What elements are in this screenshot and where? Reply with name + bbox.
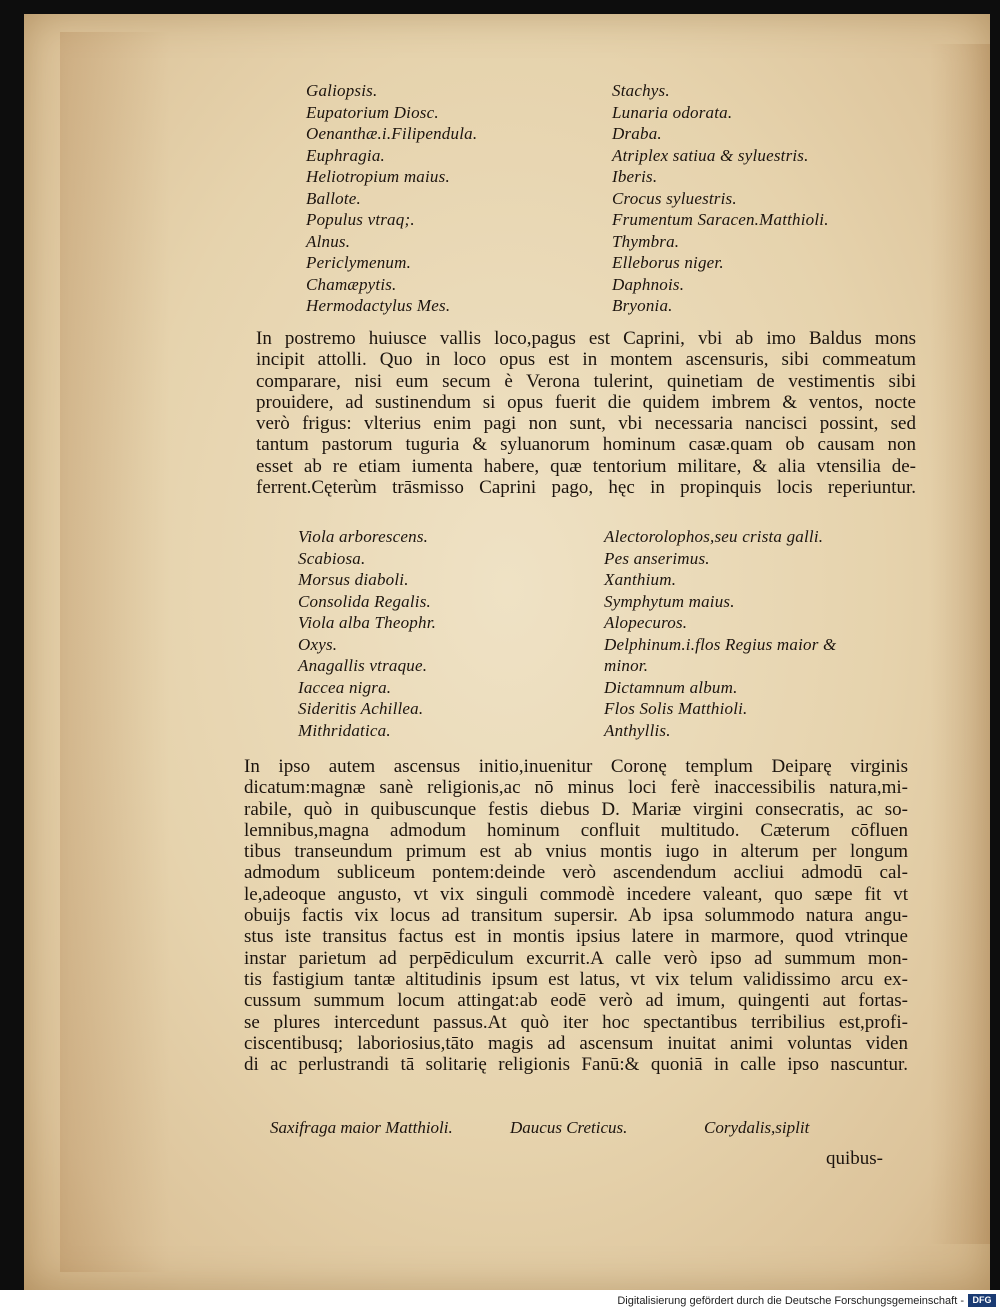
- text-line: admodum sublicеum pontem:deinde verò ascendendum accliui admodū cal-: [244, 862, 908, 884]
- plant-name: Thymbra.: [612, 231, 680, 251]
- plant-name: Euphragia.: [306, 145, 385, 165]
- catchword: quibus-: [826, 1148, 883, 1169]
- text-line: ciscentibusq; laboriosius,tāto magis ad ascensum inuitat animi voluntas viden: [244, 1032, 908, 1054]
- page-edge-stain-right: [930, 44, 990, 1244]
- plant-name: Chamæpytis.: [306, 274, 397, 294]
- plant-name: Sideritis Achillea.: [298, 699, 424, 718]
- plant-name: Populus vtraq;.: [306, 210, 415, 229]
- text-line: In postremo huiusce vallis loco,pagus est Caprini, vbi ab imo Baldus mons: [256, 328, 916, 349]
- inline-plant-1: Saxifraga maior Matthioli.: [270, 1118, 453, 1137]
- plant-name: Mithridatica.: [298, 720, 391, 740]
- plant-name: Viola arborescens.: [298, 527, 429, 546]
- plant-name: Atriplex satiua & syluestris.: [612, 145, 809, 165]
- text-line: instar parietum ad perpēdiculum excurrit.A calle verò ipso ad summum mon-: [244, 947, 908, 969]
- text-line: esset ab re etiam iumenta habere, quæ tentorium militare, & alia vtensilia de-: [256, 455, 916, 477]
- plant-name: Draba.: [612, 124, 662, 143]
- plant-name: Alectorolophos,seu crista galli.: [604, 527, 824, 546]
- plant-name: Ballote.: [306, 188, 361, 208]
- plant-name: Elleborus niger.: [612, 253, 724, 272]
- text-line: verò frigus: vlterius enim pagi non sunt, vbi necessaria nancisci possint, sed: [256, 413, 916, 435]
- plant-name: Stachys.: [612, 81, 670, 100]
- paragraph-caprini: [256, 328, 916, 498]
- text-line: stus iste transitus factus est in montis ipsius latere in marmore, quod vtrinque: [244, 926, 908, 948]
- plant-name: Heliotropium maius.: [306, 167, 450, 186]
- text-line: In ipso autem ascensus initio,inuenitur Coronę templum Deiparę virginis: [244, 756, 908, 777]
- plant-name: Anagallis vtraque.: [298, 656, 428, 675]
- plant-name: Flos Solis Matthioli.: [604, 699, 748, 718]
- plant-name: Periclymenum.: [306, 253, 412, 272]
- text-line: comparare, nisi eum secum è Verona tulerint, quinetiam de vestimentis sibi: [256, 370, 916, 392]
- plant-list-1-left: [306, 80, 477, 317]
- plant-name: Delphinum.i.flos Regius maior &: [604, 634, 837, 654]
- book-page: [24, 14, 990, 1290]
- plant-list-2-left: [298, 526, 436, 741]
- text-line: tibus transeundum primum est ab vnius montis iugo in alterum per longum: [244, 841, 908, 863]
- paragraph-corona-temple: [244, 756, 908, 1075]
- plant-name: Dictamnum album.: [604, 677, 738, 697]
- plant-name: Consolida Regalis.: [298, 591, 431, 611]
- text-line: tantum pastorum tuguria & syluanorum hominum casæ.quam ob causam non: [256, 434, 916, 456]
- plant-name: Iberis.: [612, 167, 658, 186]
- plant-name: Morsus diaboli.: [298, 570, 409, 589]
- text-line: cussum summum locum attingat:ab eodē verò ad imum, quingenti aut fortas-: [244, 990, 908, 1012]
- plant-name: Bryonia.: [612, 296, 673, 315]
- plant-name: Viola alba Theophr.: [298, 613, 437, 632]
- plant-name: Hermodactylus Mes.: [306, 296, 451, 315]
- plant-name: Anthyllis.: [604, 720, 671, 740]
- footer-bar: [0, 1290, 1000, 1314]
- plant-name: Crocus syluestris.: [612, 188, 737, 208]
- plant-name: minor.: [604, 656, 649, 675]
- text-line: di ac perlustrandi tā solitarię religionis Fanū:& quoniā in calle ipso nascuntur.: [244, 1054, 908, 1076]
- plant-name: Xanthium.: [604, 570, 677, 589]
- text-line: rabile, quò in quibuscunque festis diebus D. Mariæ virgini consecratis, ac so-: [244, 798, 908, 820]
- footer-credit: Digitalisierung gefördert durch die Deutsche Forschungsgemeinschaft -: [617, 1295, 964, 1307]
- text-line: se plures intercedunt passus.At quò iter hoc spectantibus terribilius est,profi-: [244, 1011, 908, 1033]
- dfg-logo: DFG: [968, 1294, 996, 1307]
- plant-list-2-right: [604, 526, 836, 741]
- plant-name: Daphnois.: [612, 274, 685, 294]
- text-line: ferrent.Cęterùm trāsmisso Caprini pago, hęc in propinquis locis reperiuntur.: [256, 477, 916, 499]
- plant-name: Iaccea nigra.: [298, 677, 392, 697]
- plant-name: Galiopsis.: [306, 81, 378, 100]
- plant-name: Scabiosa.: [298, 548, 366, 568]
- text-line: prouidere, ad sustinendum si opus fuerit die quidem imbrem & ventos, nocte: [256, 391, 916, 413]
- plant-name: Oenanthæ.i.Filipendula.: [306, 124, 478, 143]
- inline-plant-2: Daucus Creticus.: [510, 1118, 628, 1137]
- plant-name: Eupatorium Diosc.: [306, 102, 439, 122]
- plant-name: Lunaria odorata.: [612, 102, 733, 122]
- text-line: lemnibus,magna admodum hominum confluit multitudo. Cæterum cōfluen: [244, 819, 908, 841]
- plant-name: Alopecuros.: [604, 613, 688, 632]
- text-line: incipit attolli. Quo in loco opus est in montem ascensuris, sibi commeatum: [256, 349, 916, 371]
- plant-name: Symphytum maius.: [604, 591, 735, 611]
- plant-name: Oxys.: [298, 634, 338, 654]
- inline-plant-3: Corydalis,siplit: [704, 1118, 810, 1137]
- page-edge-stain: [60, 32, 170, 1272]
- text-line: tis fastigium tantæ altitudinis ipsum est latus, vt vix telum validissimo arcu ex-: [244, 968, 908, 990]
- plant-name: Alnus.: [306, 231, 351, 251]
- plant-list-1-right: [612, 80, 829, 317]
- plant-name: Pes anserimus.: [604, 548, 710, 568]
- text-line: dicatum:magnæ sanè religionis,ac nō minus loci ferè inaccessibilis natura,mi-: [244, 777, 908, 799]
- text-line: obuijs factis vix locus ad transitum supersir. Ab ipsa solummodo natura angu-: [244, 905, 908, 927]
- text-line: le,adeoque angusto, vt vix singuli commodè incedere valeant, quo sæpe fit vt: [244, 883, 908, 905]
- plant-name: Frumentum Saracen.Matthioli.: [612, 210, 829, 229]
